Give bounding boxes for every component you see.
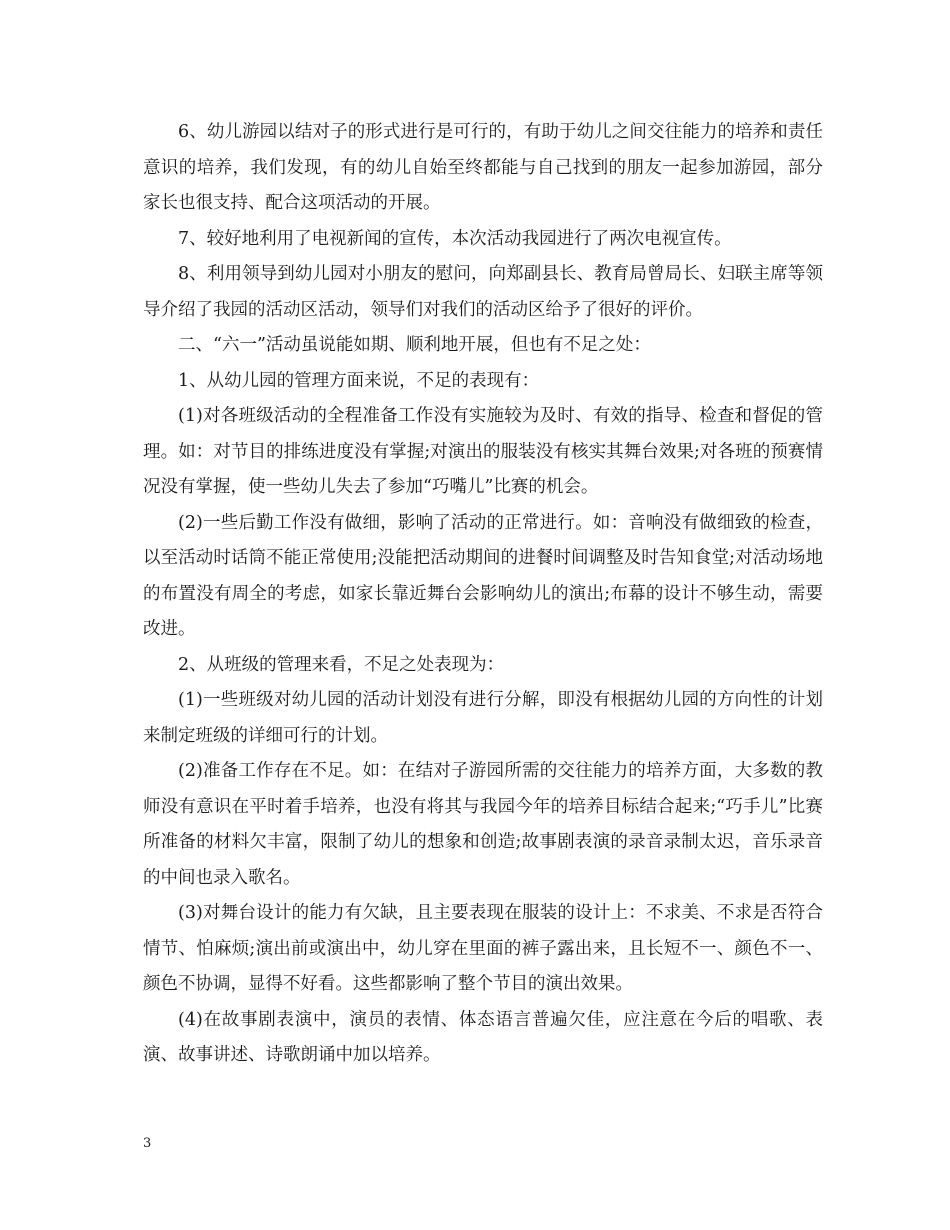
paragraph-item-7: 7、较好地利用了电视新闻的宣传，本次活动我园进行了两次电视宣传。 bbox=[178, 228, 732, 249]
paragraph-class-point-4: (4)在故事剧表演中，演员的表情、体态语言普遍欠佳，应注意在今后的唱歌、表演、故事讲述、诗歌朗诵中加以培养。 bbox=[143, 1009, 823, 1065]
paragraph-management-point-2: (2)一些后勤工作没有做细，影响了活动的正常进行。如：音响没有做细致的检查，以至活动时话筒不能正常使用;没能把活动期间的进餐时间调整及时告知食堂;对活动场地的布置没有周全的考虑，如家长靠近舞台会影响幼儿的演出;布幕的设计不够生动，需要改进。 bbox=[143, 512, 823, 639]
page-number: 3 bbox=[143, 1136, 152, 1151]
section-heading-shortcomings: 二、“六一”活动虽说能如期、顺利地开展，但也有不足之处： bbox=[178, 335, 651, 355]
paragraph-class-point-2: (2)准备工作存在不足。如：在结对子游园所需的交往能力的培养方面，大多数的教师没有意识在平时着手培养，也没有将其与我园今年的培养目标结合起来;“巧手儿”比赛所准备的材料欠丰富，限制了幼儿的想象和创造;故事剧表演的录音录制太迟，音乐录音的中间也录入歌名。 bbox=[143, 761, 823, 888]
subsection-heading-kindergarten-management: 1、从幼儿园的管理方面来说，不足的表现有： bbox=[178, 370, 540, 391]
paragraph-item-8: 8、利用领导到幼儿园对小朋友的慰问，向郑副县长、教育局曾局长、妇联主席等领导介绍了我园的活动区活动，领导们对我们的活动区给予了很好的评价。 bbox=[143, 264, 823, 320]
paragraph-management-point-1: (1)对各班级活动的全程准备工作没有实施较为及时、有效的指导、检查和督促的管理。如：对节目的排练进度没有掌握;对演出的服装没有核实其舞台效果;对各班的预赛情况没有掌握，使一些幼儿失去了参加“巧嘴儿”比赛的机会。 bbox=[143, 406, 823, 497]
paragraph-item-6: 6、幼儿游园以结对子的形式进行是可行的，有助于幼儿之间交往能力的培养和责任意识的培养，我们发现，有的幼儿自始至终都能与自己找到的朋友一起参加游园，部分家长也很支持、配合这项活动的开展。 bbox=[143, 122, 823, 213]
paragraph-class-point-3: (3)对舞台设计的能力有欠缺，且主要表现在服装的设计上：不求美、不求是否符合情节、怕麻烦;演出前或演出中，幼儿穿在里面的裤子露出来，且长短不一、颜色不一、颜色不协调，显得不好看。这些都影响了整个节目的演出效果。 bbox=[143, 903, 823, 994]
document-body bbox=[143, 115, 823, 1074]
paragraph-class-point-1: (1)一些班级对幼儿园的活动计划没有进行分解，即没有根据幼儿园的方向性的计划来制定班级的详细可行的计划。 bbox=[143, 690, 823, 746]
subsection-heading-class-management: 2、从班级的管理来看，不足之处表现为： bbox=[178, 654, 505, 675]
